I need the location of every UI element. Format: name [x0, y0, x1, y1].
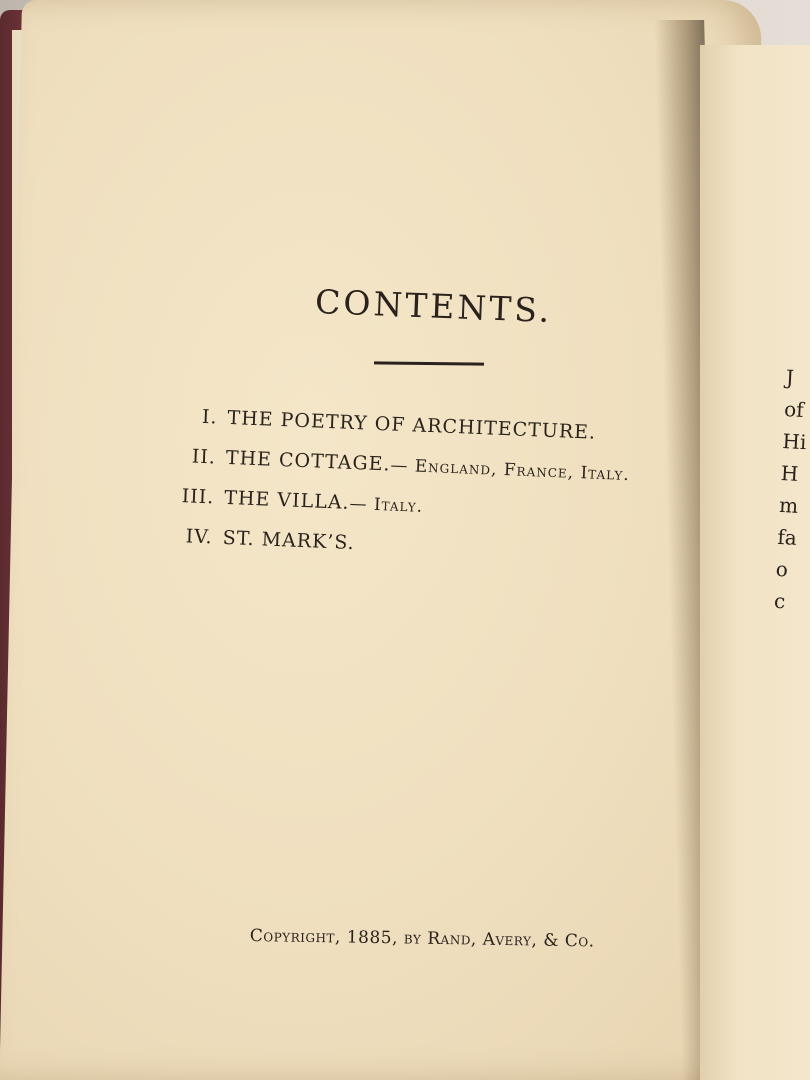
facing-page-fragment: m	[778, 492, 799, 518]
toc-entry-title: THE POETRY OF ARCHITECTURE.	[227, 406, 597, 444]
facing-page-fragment: o	[775, 556, 789, 582]
table-of-contents	[174, 405, 650, 584]
contents-heading: CONTENTS.	[314, 282, 553, 331]
toc-entry-title: THE VILLA.	[223, 486, 351, 514]
heading-rule	[374, 361, 484, 365]
facing-page-fragment: c	[773, 588, 786, 614]
facing-page-fragment: Hi	[781, 429, 807, 455]
toc-entry-number: II.	[191, 445, 217, 469]
toc-entry-title: ST. MARK’S.	[222, 526, 356, 555]
toc-entry-number: I.	[201, 405, 218, 429]
facing-page-fragment: J	[785, 365, 795, 390]
toc-entry-subtitle: — Italy.	[349, 493, 424, 517]
facing-page-text	[773, 361, 810, 619]
facing-page-fragment: of	[783, 397, 805, 423]
toc-entry-title: THE COTTAGE.	[225, 446, 391, 476]
toc-entry-subtitle: — England, France, Italy.	[390, 455, 631, 486]
toc-entry-number: IV.	[185, 525, 214, 549]
copyright-line: Copyright, 1885, by Rand, Avery, & Co.	[249, 926, 595, 952]
facing-page-fragment: H	[780, 460, 799, 486]
facing-page-fragment: fa	[776, 524, 798, 550]
toc-entry-number: III.	[181, 485, 215, 509]
